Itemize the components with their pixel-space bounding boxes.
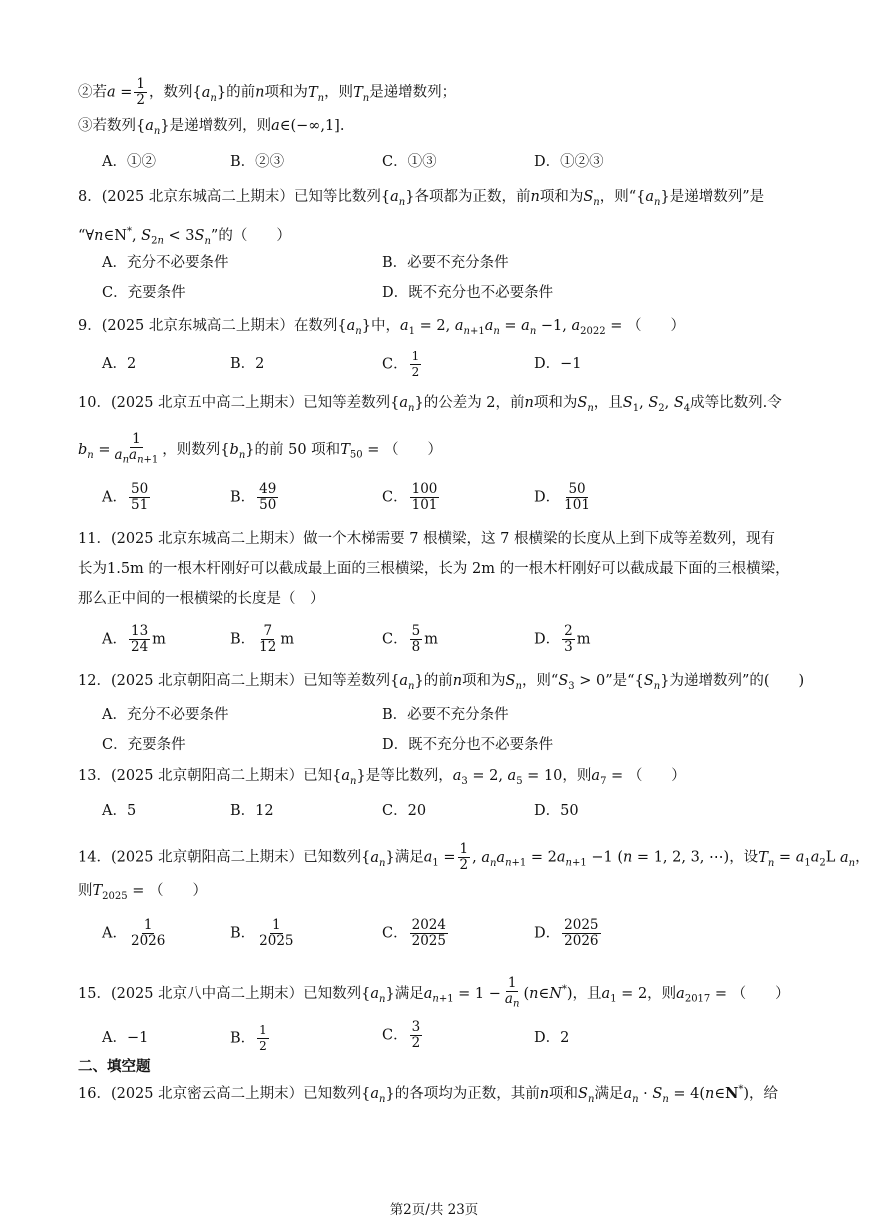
question-12-stem: 12．(2025 北京朝阳高二上期末）已知等差数列$\{a_n\}$的前n项和为$S_n$，则“$S_3 > 0$”是“$\{S_n\}$为递增数列”的( ) <box>78 673 805 692</box>
question-13-stem: 13．(2025 北京朝阳高二上期末）已知$\{a_n\}$是等比数列，$a_3 = 2$, $a_5 = 10$，则$a_7$ = （ ） <box>78 768 686 787</box>
question-11-stem: 11．(2025 北京东城高二上期末）做一个木梯需要 7 根横梁，这 7 根横梁的长度从上到下成等差数列，现有 <box>78 531 776 547</box>
q15-option-a: A．−1 <box>102 1030 149 1046</box>
page-footer: 第2页/共 23页 <box>389 1202 479 1218</box>
q15-option-b: B． $\frac{1}{2}$ <box>230 1023 267 1053</box>
q8-option-a: A．充分不必要条件 <box>102 255 229 271</box>
statement-3: ③若数列$\{a_n\}$是递增数列，则a∈(−∞,1]. <box>78 118 345 137</box>
q13-option-d: D．50 <box>534 803 579 819</box>
question-11-stem-3: 那么正中间的一根横梁的长度是（ ） <box>78 591 325 607</box>
question-14-stem: 14．(2025 北京朝阳高二上期末）已知数列$\{a_n\}$满足$a_1$ = $\frac{1}{2}$ , $a_na_{n+1} = 2a_{n+1} -1$ (n = 1, 2, 3, ⋯)，设$T_n = a_1a_2L$ $a_n$， <box>78 841 870 873</box>
q9-option-d: D．−1 <box>534 356 582 372</box>
q9-option-c: C． $\frac{1}{2}$ <box>382 349 420 379</box>
q13-option-b: B．12 <box>230 803 274 819</box>
question-10-stem: 10．(2025 北京五中高二上期末）已知等差数列$\{a_n\}$的公差为 2，前n项和为$S_n$，且$S_1$, $S_2$, $S_4$成等比数列.令 <box>78 395 782 414</box>
q10-option-c: C． $\frac{100}{101}$ <box>382 481 438 513</box>
section-heading: 二、填空题 <box>78 1058 151 1075</box>
q10-option-b: B． $\frac{49}{50}$ <box>230 481 277 513</box>
q12-option-b: B．必要不充分条件 <box>382 707 509 723</box>
q8-option-d: D．既不充分也不必要条件 <box>382 285 554 301</box>
q12-option-d: D．既不充分也不必要条件 <box>382 737 554 753</box>
question-10-stem-cont: $b_n$ = $\frac{1}{a_na_{n+1}}$ ，则数列$\{b_n\}$的前 50 项和$T_{50}$ = （ ） <box>78 431 442 466</box>
statement-2: ②若a = $\frac{1}{2}$ ，数列$\{a_n\}$的前n项和为$T_n$，则$T_n$是递增数列； <box>78 76 457 108</box>
q11-option-c: C． $\frac{5}{8}$ m <box>382 623 438 655</box>
q13-option-c: C．20 <box>382 803 427 819</box>
q11-option-a: A． $\frac{13}{24}$ m <box>102 623 166 655</box>
q11-option-b: B． $\frac{7}{12}$ m <box>230 623 295 655</box>
question-9-stem: 9．(2025 北京东城高二上期末）在数列$\{a_n\}$中，$a_1 = 2$, $a_{n+1}a_n = a_n -1$, $a_{2022}$ = （ ） <box>78 318 685 337</box>
q8-option-b: B．必要不充分条件 <box>382 255 509 271</box>
q11-option-d: D． $\frac{2}{3}$ m <box>534 623 591 655</box>
q9-option-a: A．2 <box>102 356 137 372</box>
q7-option-b: B．②③ <box>230 154 285 170</box>
q8-option-c: C．充要条件 <box>102 285 186 301</box>
question-8-stem: 8．(2025 北京东城高二上期末）已知等比数列$\{a_n\}$各项都为正数，前n项和为$S_n$，则“$\{a_n\}$是递增数列”是 <box>78 189 765 208</box>
q10-option-a: A． $\frac{50}{51}$ <box>102 481 149 513</box>
question-16-stem: 16．(2025 北京密云高二上期末）已知数列$\{a_n\}$的各项均为正数，其前n项和$S_n$满足$a_n \cdot S_n$ = 4(n∈N*)，给 <box>78 1084 779 1105</box>
q10-option-d: D． $\frac{50}{101}$ <box>534 481 590 513</box>
q14-option-b: B． $\frac{1}{2025}$ <box>230 917 294 949</box>
q13-option-a: A．5 <box>102 803 137 819</box>
q12-option-a: A．充分不必要条件 <box>102 707 229 723</box>
q15-option-c: C． $\frac{3}{2}$ <box>382 1019 421 1051</box>
q14-option-c: C． $\frac{2024}{2025}$ <box>382 917 446 949</box>
question-14-stem-cont: 则$T_{2025}$ = （ ） <box>78 883 207 902</box>
q7-option-a: A．①② <box>102 154 156 170</box>
q15-option-d: D．2 <box>534 1030 570 1046</box>
question-11-stem-2: 长为1.5m 的一根木杆刚好可以截成最上面的三根横梁，长为 2m 的一根木杆刚好可以截成最下面的三根横梁， <box>78 561 790 577</box>
q14-option-a: A． $\frac{1}{2026}$ <box>102 917 166 949</box>
fraction: $\frac{1}{2}$ <box>136 76 146 108</box>
question-15-stem: 15．(2025 北京八中高二上期末）已知数列$\{a_n\}$满足$a_{n+1} = 1$ − $\frac{1}{a_n}$ (n∈N*)，且$a_1 = 2$，则$a_{2017}$ = （ ） <box>78 975 790 1010</box>
q7-option-d: D．①②③ <box>534 154 604 170</box>
q14-option-d: D． $\frac{2025}{2026}$ <box>534 917 599 949</box>
question-8-stem-cont: “∀n∈N*, $S_{2n} < 3S_n$”的（ ） <box>78 226 291 247</box>
q9-option-b: B．2 <box>230 356 265 372</box>
q7-option-c: C．①③ <box>382 154 437 170</box>
q12-option-c: C．充要条件 <box>102 737 186 753</box>
